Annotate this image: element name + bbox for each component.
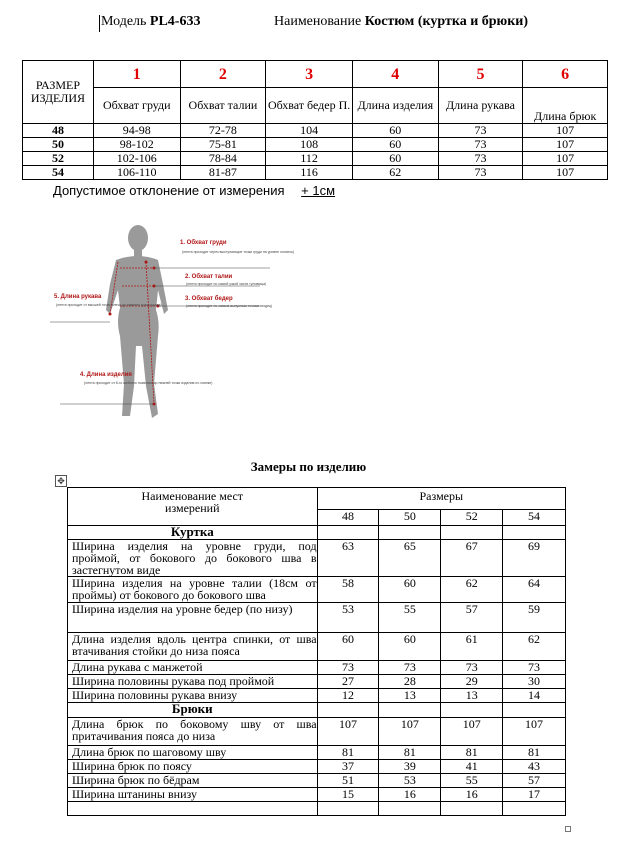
table-cell: 73 bbox=[503, 661, 566, 675]
col-number: 1 bbox=[93, 61, 180, 88]
row-label bbox=[68, 802, 318, 816]
table-cell: 73 bbox=[438, 166, 523, 180]
table-cell: 37 bbox=[317, 760, 379, 774]
table-cell: 61 bbox=[441, 633, 503, 661]
figure-label: 3. Обхват бедер bbox=[185, 296, 233, 302]
row-label: Длина рукава с манжетой bbox=[68, 661, 318, 675]
measurements-title: Замеры по изделию bbox=[250, 459, 367, 474]
table-cell: 73 bbox=[441, 661, 503, 675]
table-cell: 81 bbox=[317, 746, 379, 760]
model-line bbox=[101, 14, 200, 30]
table-cell: 104 bbox=[266, 124, 353, 138]
table-cell: 60 bbox=[352, 138, 438, 152]
size-header-cell: 54 bbox=[503, 510, 566, 526]
table-cell: 60 bbox=[352, 152, 438, 166]
row-label: Ширина брюк по бёдрам bbox=[68, 774, 318, 788]
col-label: Обхват талии bbox=[180, 88, 266, 124]
table-row bbox=[68, 661, 566, 675]
table-cell: 62 bbox=[503, 633, 566, 661]
size-chart-table bbox=[22, 60, 608, 180]
col-label: Длина рукава bbox=[438, 88, 523, 124]
table-row bbox=[68, 774, 566, 788]
table-cell: 108 bbox=[266, 138, 353, 152]
table-cell: 59 bbox=[503, 603, 566, 633]
table-cell: 107 bbox=[441, 718, 503, 746]
table-row bbox=[68, 746, 566, 760]
table-cell: 94-98 bbox=[93, 124, 180, 138]
table-move-handle-icon[interactable]: ✥ bbox=[55, 475, 67, 487]
table-cell: 43 bbox=[503, 760, 566, 774]
section-header-trousers: Брюки bbox=[68, 703, 318, 718]
table-cell: 58 bbox=[317, 577, 379, 603]
tolerance-value: + 1см bbox=[301, 183, 336, 198]
figure-note: (лента проходит по самым выпуклым точкам ягодиц) bbox=[186, 304, 273, 308]
table-cell: 13 bbox=[379, 689, 441, 703]
table-cell: 41 bbox=[441, 760, 503, 774]
table-cell: 73 bbox=[317, 661, 379, 675]
table-cell: 39 bbox=[379, 760, 441, 774]
name-header-cell bbox=[68, 488, 318, 526]
table-cell: 112 bbox=[266, 152, 353, 166]
table-cell bbox=[503, 802, 566, 816]
document-header bbox=[0, 14, 617, 34]
table-cell: 29 bbox=[441, 675, 503, 689]
table-row bbox=[68, 603, 566, 633]
table-cell: 73 bbox=[438, 152, 523, 166]
table-cell: 81 bbox=[503, 746, 566, 760]
figure-label: 2. Обхват талии bbox=[185, 274, 233, 280]
table-cell: 107 bbox=[523, 166, 608, 180]
table-cell: 30 bbox=[503, 675, 566, 689]
table-cell: 102-106 bbox=[93, 152, 180, 166]
table-cell: 53 bbox=[379, 774, 441, 788]
table-cell: 57 bbox=[441, 603, 503, 633]
table-cell: 12 bbox=[317, 689, 379, 703]
table-resize-handle[interactable] bbox=[565, 826, 571, 832]
table-cell: 60 bbox=[317, 633, 379, 661]
table-row bbox=[23, 166, 608, 180]
table-cell: 65 bbox=[379, 540, 441, 577]
row-label: Ширина изделия на уровне талии (18см от проймы) от бокового до бокового шва bbox=[68, 577, 318, 603]
table-row bbox=[68, 689, 566, 703]
table-cell: 60 bbox=[379, 577, 441, 603]
table-cell: 107 bbox=[523, 138, 608, 152]
figure-note: (лента проходит от 6-го шейного позвонка до нижней точки изделия по спинке) bbox=[84, 381, 213, 385]
text-cursor bbox=[99, 15, 100, 32]
name-header: Наименование мест измерений bbox=[141, 489, 244, 515]
row-label: Ширина изделия на уровне бедер (по низу) bbox=[68, 603, 318, 633]
table-row bbox=[68, 633, 566, 661]
table-cell: 63 bbox=[317, 540, 379, 577]
table-cell: 57 bbox=[503, 774, 566, 788]
table-row bbox=[68, 802, 566, 816]
table-row bbox=[68, 788, 566, 802]
col-number: 3 bbox=[266, 61, 353, 88]
size-header-cell: 48 bbox=[317, 510, 379, 526]
col-number: 2 bbox=[180, 61, 266, 88]
table-cell: 17 bbox=[503, 788, 566, 802]
table-row bbox=[68, 760, 566, 774]
size-header-cell: 52 bbox=[441, 510, 503, 526]
size-cell: 48 bbox=[23, 124, 94, 138]
section-header-jacket: Куртка bbox=[68, 526, 318, 540]
col-number: 5 bbox=[438, 61, 523, 88]
tolerance-text: Допустимое отклонение от измерения bbox=[53, 183, 285, 198]
measurement-figure bbox=[50, 218, 295, 433]
tolerance-note bbox=[53, 183, 335, 198]
table-cell: 27 bbox=[317, 675, 379, 689]
garment-measurements-table bbox=[67, 487, 566, 816]
table-row bbox=[68, 675, 566, 689]
table-cell: 67 bbox=[441, 540, 503, 577]
col-label: Обхват бедер П. bbox=[266, 88, 353, 124]
size-header-cell: РАЗМЕР ИЗДЕЛИЯ bbox=[23, 61, 94, 124]
table-cell bbox=[441, 802, 503, 816]
col-label: Длина брюк bbox=[523, 88, 608, 124]
name-label: Наименование bbox=[274, 14, 362, 29]
table-cell: 107 bbox=[317, 718, 379, 746]
table-cell bbox=[379, 802, 441, 816]
table-cell: 62 bbox=[441, 577, 503, 603]
table-cell: 75-81 bbox=[180, 138, 266, 152]
table-cell: 107 bbox=[503, 718, 566, 746]
row-label: Длина брюк по боковому шву от шва притачивания пояса до низа bbox=[68, 718, 318, 746]
table-cell: 51 bbox=[317, 774, 379, 788]
table-cell: 73 bbox=[438, 138, 523, 152]
table-cell: 81-87 bbox=[180, 166, 266, 180]
size-cell: 52 bbox=[23, 152, 94, 166]
row-label: Ширина брюк по поясу bbox=[68, 760, 318, 774]
row-label: Длина изделия вдоль центра спинки, от шва втачивания стойки до низа пояса bbox=[68, 633, 318, 661]
figure-note: (лента проходит по самой узкой части туловища) bbox=[186, 282, 267, 286]
table-cell: 107 bbox=[523, 152, 608, 166]
table-cell: 107 bbox=[379, 718, 441, 746]
row-label: Длина брюк по шаговому шву bbox=[68, 746, 318, 760]
size-cell: 54 bbox=[23, 166, 94, 180]
figure-note: (лента проходит через выступающие точки груди на уровне лопаток) bbox=[182, 250, 295, 254]
table-cell: 107 bbox=[523, 124, 608, 138]
figure-label: 4. Длина изделия bbox=[80, 372, 132, 378]
table-cell: 55 bbox=[379, 603, 441, 633]
table-cell: 73 bbox=[438, 124, 523, 138]
table-row bbox=[23, 138, 608, 152]
table-cell: 62 bbox=[352, 166, 438, 180]
table-cell: 98-102 bbox=[93, 138, 180, 152]
table-row bbox=[68, 718, 566, 746]
model-value: PL4-633 bbox=[149, 14, 201, 29]
col-label: Длина изделия bbox=[352, 88, 438, 124]
table-cell: 64 bbox=[503, 577, 566, 603]
table-cell: 60 bbox=[352, 124, 438, 138]
row-label: Ширина половины рукава внизу bbox=[68, 689, 318, 703]
table-cell: 72-78 bbox=[180, 124, 266, 138]
size-header-cell: 50 bbox=[379, 510, 441, 526]
figure-note: (лента проходит от высшей точки плеча до нижнего края рукава) bbox=[56, 303, 162, 307]
table-row bbox=[68, 540, 566, 577]
product-name-line bbox=[274, 14, 528, 30]
table-cell: 81 bbox=[379, 746, 441, 760]
row-label: Ширина половины рукава под проймой bbox=[68, 675, 318, 689]
table-cell: 116 bbox=[266, 166, 353, 180]
col-label: Обхват груди bbox=[93, 88, 180, 124]
table-cell: 15 bbox=[317, 788, 379, 802]
figure-label: 1. Обхват груди bbox=[180, 240, 227, 246]
table-cell: 53 bbox=[317, 603, 379, 633]
table-cell: 16 bbox=[379, 788, 441, 802]
name-value: Костюм (куртка и брюки) bbox=[364, 14, 529, 29]
row-label: Ширина изделия на уровне груди, под проймой, от бокового до бокового шва в застегнутом виде bbox=[68, 540, 318, 577]
table-cell bbox=[317, 802, 379, 816]
table-cell: 69 bbox=[503, 540, 566, 577]
table-cell: 16 bbox=[441, 788, 503, 802]
table-row bbox=[68, 577, 566, 603]
table-cell: 28 bbox=[379, 675, 441, 689]
table-cell: 81 bbox=[441, 746, 503, 760]
table-row bbox=[23, 124, 608, 138]
model-label: Модель bbox=[101, 14, 147, 29]
table-cell: 60 bbox=[379, 633, 441, 661]
table-cell: 73 bbox=[379, 661, 441, 675]
row-label: Ширина штанины внизу bbox=[68, 788, 318, 802]
table-cell: 13 bbox=[441, 689, 503, 703]
table-cell: 55 bbox=[441, 774, 503, 788]
size-cell: 50 bbox=[23, 138, 94, 152]
figure-label: 5. Длина рукава bbox=[54, 294, 102, 300]
table-cell: 14 bbox=[503, 689, 566, 703]
table-row bbox=[23, 152, 608, 166]
sizes-header: Размеры bbox=[317, 488, 565, 510]
table-cell: 106-110 bbox=[93, 166, 180, 180]
table-cell: 78-84 bbox=[180, 152, 266, 166]
col-number: 6 bbox=[523, 61, 608, 88]
col-number: 4 bbox=[352, 61, 438, 88]
